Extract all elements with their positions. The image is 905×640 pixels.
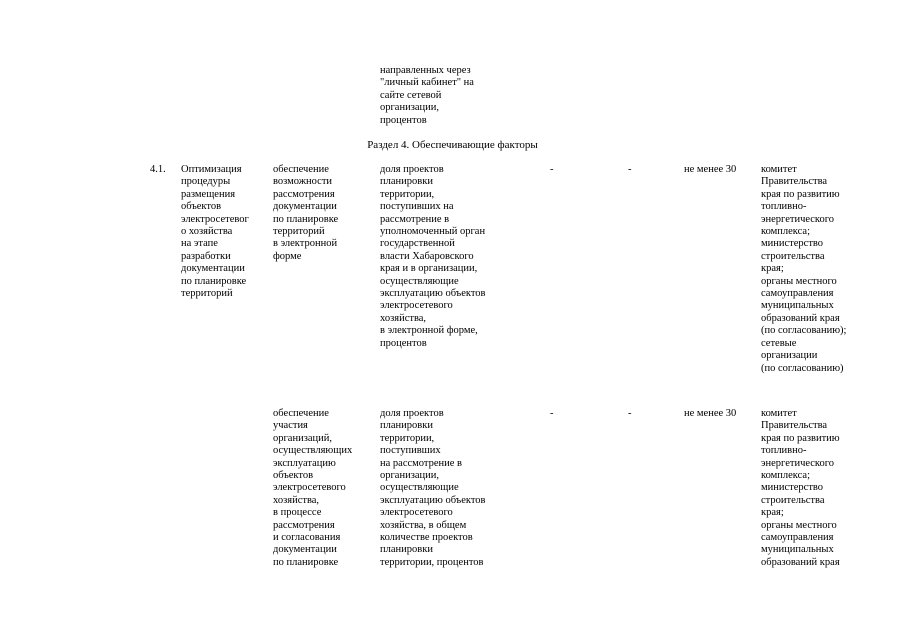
measure-cell: Оптимизация процедуры размещения объектов электросетевог о хозяйства на этапе разработки документации по планировке территорий xyxy=(181,164,249,300)
result-cell: обеспечение участия организаций, осуществляющих эксплуатацию объектов электросетевого хозяйства, в процессе рассмотрения и согласования документации по планировке xyxy=(273,408,353,568)
indicator-cell: доля проектов планировки территории, поступивших на рассмотрение в уполномоченный орган государственной власти Хабаровского края и в организации, осуществляющие эксплуатацию объектов электросетевого хозяйства, в электронной форме, процентов xyxy=(380,164,486,349)
indicator-cell: доля проектов планировки территории, поступивших на рассмотрение в организации, осуществляющие эксплуатацию объектов электросетевого хозяйства, в общем количестве проектов планировки территории, процентов xyxy=(380,408,486,568)
target-value-cell: не менее 30 xyxy=(684,164,737,175)
current-value-cell: - xyxy=(550,408,554,419)
continued-indicator-text: направленных через "личный кабинет" на сайте сетевой организации, процентов xyxy=(380,65,474,126)
interim-value-cell: - xyxy=(628,164,632,175)
target-value-cell: не менее 30 xyxy=(684,408,737,419)
interim-value-cell: - xyxy=(628,408,632,419)
responsible-cell: комитет Правительства края по развитию топливно- энергетического комплекса; министерство строительства края; органы местного самоуправления муниципальных образований края xyxy=(761,408,840,568)
section-title: Раздел 4. Обеспечивающие факторы xyxy=(367,139,538,151)
result-cell: обеспечение возможности рассмотрения документации по планировке территорий в электронной форме xyxy=(273,164,339,262)
responsible-cell: комитет Правительства края по развитию топливно- энергетического комплекса; министерство строительства края; органы местного самоуправления муниципальных образований края (по согласованию); сетевые организации (по согласованию) xyxy=(761,164,847,374)
row-number: 4.1. xyxy=(150,164,166,175)
current-value-cell: - xyxy=(550,164,554,175)
